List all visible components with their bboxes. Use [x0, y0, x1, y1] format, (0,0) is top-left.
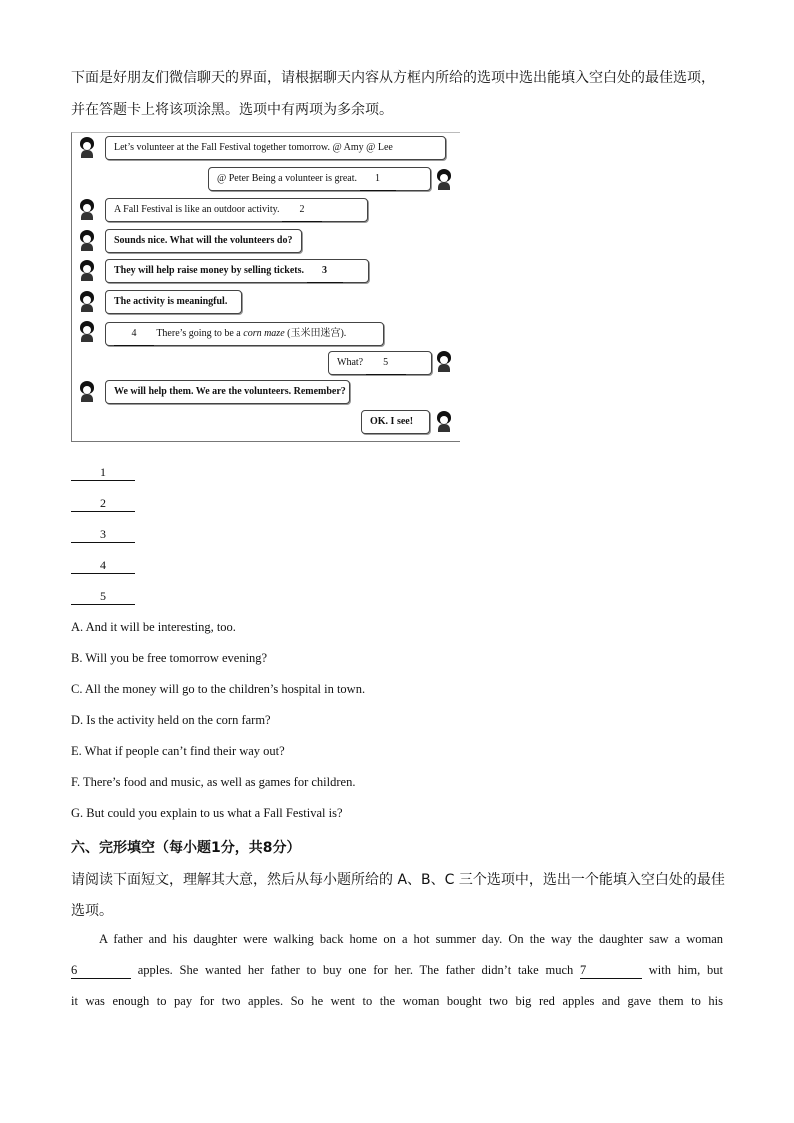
- chat-message: Sounds nice. What will the volunteers do?: [105, 229, 302, 253]
- chat-message: @ Peter Being a volunteer is great. 1: [208, 167, 431, 191]
- passage-line-2: 6 apples. She wanted her father to buy one for her. The father didn’t take much 7 with him, but: [71, 963, 723, 977]
- passage-line-1: A father and his daughter were walking back home on a hot summer day. On the way the daughter saw a woman: [99, 932, 723, 946]
- blank-7: 7: [580, 963, 642, 979]
- blank-3: 3: [307, 260, 343, 283]
- section-instruction-2: 选项。: [71, 903, 113, 919]
- chat-screenshot: [71, 132, 460, 442]
- blank-5: 5: [366, 352, 406, 375]
- chat-message: They will help raise money by selling tickets. 3: [105, 259, 369, 283]
- blank-2: 2: [282, 199, 322, 222]
- blank-6: 6: [71, 963, 131, 979]
- option-a: A. And it will be interesting, too.: [71, 620, 236, 634]
- option-e: E. What if people can’t find their way out?: [71, 744, 285, 758]
- answer-line-5: 5: [71, 589, 135, 605]
- chat-message: 4 There’s going to be a corn maze (玉米田迷宫).: [105, 322, 384, 346]
- chat-message: Let’s volunteer at the Fall Festival together tomorrow. @ Amy @ Lee: [105, 136, 446, 160]
- section-instruction-1: 请阅读下面短文，理解其大意，然后从每小题所给的 A、B、C 三个选项中，选出一个能填入空白处的最佳: [71, 872, 725, 888]
- chat-message: A Fall Festival is like an outdoor activity. 2: [105, 198, 368, 222]
- instruction-line-2: 并在答题卡上将该项涂黑。选项中有两项为多余项。: [71, 102, 393, 118]
- chat-message: What? 5: [328, 351, 432, 375]
- answer-line-3: 3: [71, 527, 135, 543]
- avatar-amy: [435, 351, 453, 373]
- avatar-lee: [78, 199, 96, 221]
- avatar-peter: [78, 137, 96, 159]
- answer-line-4: 4: [71, 558, 135, 574]
- avatar-lee: [78, 321, 96, 343]
- answer-line-1: 1: [71, 465, 135, 481]
- chat-message: The activity is meaningful.: [105, 290, 242, 314]
- avatar-amy: [435, 169, 453, 191]
- chat-message: OK. I see!: [361, 410, 430, 434]
- avatar-amy: [435, 411, 453, 433]
- avatar-friend: [78, 230, 96, 252]
- avatar-peter: [78, 381, 96, 403]
- section-title: 六、完形填空（每小题1分，共8分）: [71, 840, 301, 856]
- avatar-lee: [78, 260, 96, 282]
- avatar-friend: [78, 291, 96, 313]
- option-b: B. Will you be free tomorrow evening?: [71, 651, 268, 665]
- option-c: C. All the money will go to the children’s hospital in town.: [71, 682, 366, 696]
- blank-1: 1: [360, 168, 396, 191]
- chat-message: We will help them. We are the volunteers. Remember?: [105, 380, 350, 404]
- option-d: D. Is the activity held on the corn farm?: [71, 713, 271, 727]
- blank-4: 4: [114, 323, 154, 346]
- option-f: F. There’s food and music, as well as games for children.: [71, 775, 356, 789]
- passage-line-3: it was enough to pay for two apples. So he went to the woman bought two big red apples and gave them to his: [71, 994, 723, 1008]
- option-g: G. But could you explain to us what a Fall Festival is?: [71, 806, 343, 820]
- instruction-line-1: 下面是好朋友们微信聊天的界面，请根据聊天内容从方框内所给的选项中选出能填入空白处的最佳选项，: [71, 70, 715, 86]
- answer-line-2: 2: [71, 496, 135, 512]
